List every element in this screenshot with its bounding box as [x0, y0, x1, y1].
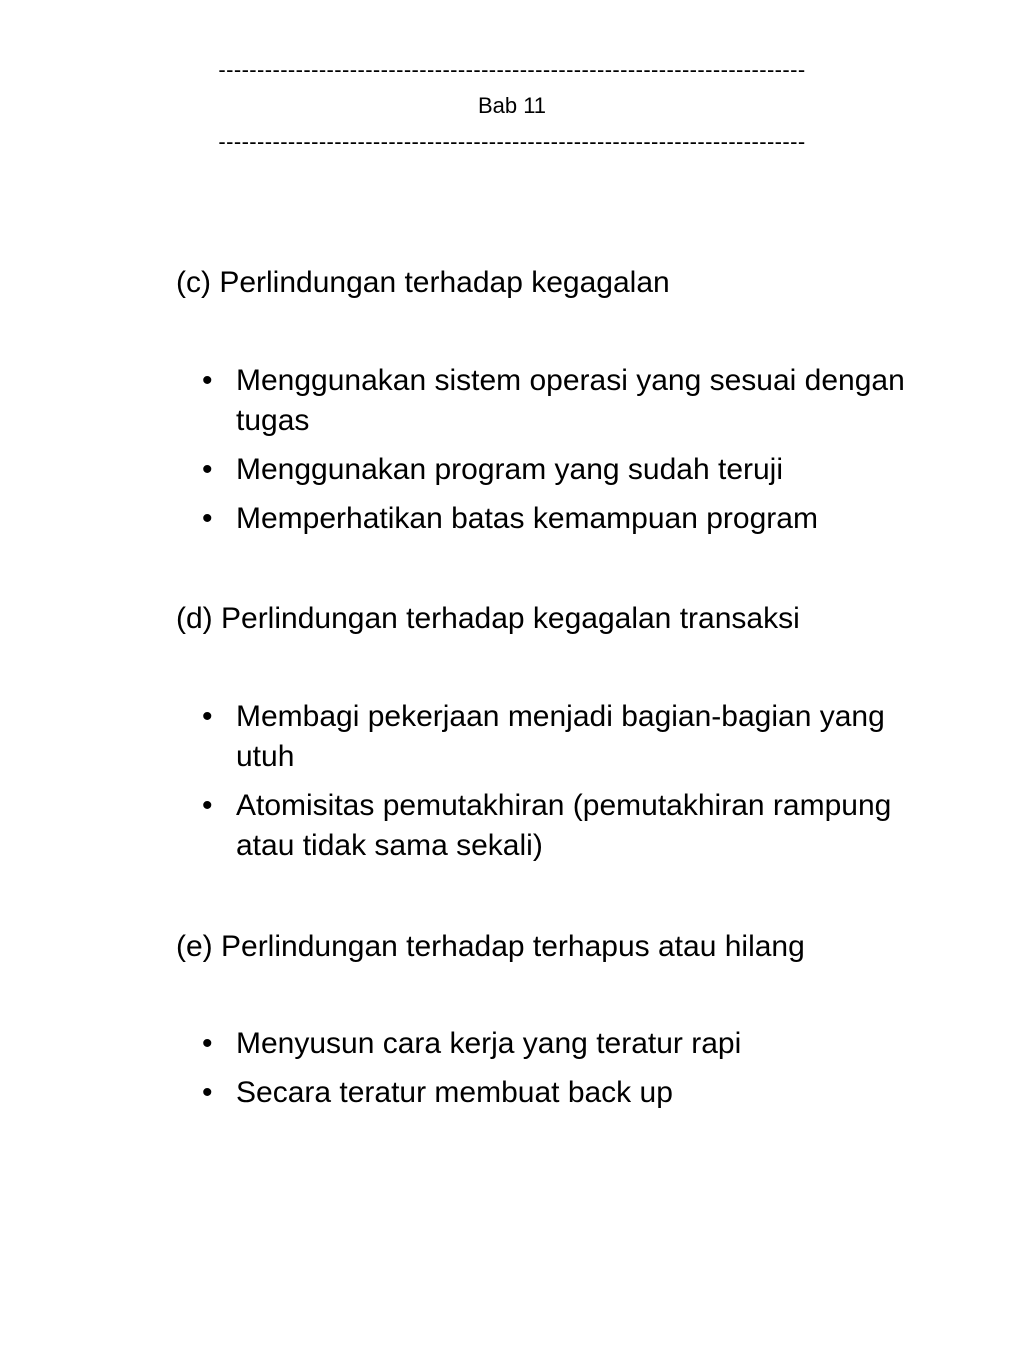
section-heading-d: (d) Perlindungan terhadap kegagalan transaksi — [176, 602, 800, 635]
list-item: • Memperhatikan batas kemampuan program — [176, 499, 916, 539]
bullet-list-e — [176, 1024, 916, 1122]
header-divider-bottom: ---------------------------------------------------------------------------- — [218, 129, 806, 154]
list-item: • Atomisitas pemutakhiran (pemutakhiran rampung atau tidak sama sekali) — [176, 786, 916, 866]
section-heading-c: (c) Perlindungan terhadap kegagalan — [176, 266, 670, 299]
list-item: • Menyusun cara kerja yang teratur rapi — [176, 1024, 916, 1064]
bullet-list-c — [176, 361, 916, 548]
page-header — [0, 52, 1024, 160]
header-divider-top: ---------------------------------------------------------------------------- — [218, 57, 806, 82]
list-item: • Secara teratur membuat back up — [176, 1073, 916, 1113]
list-item: • Menggunakan sistem operasi yang sesuai dengan tugas — [176, 361, 916, 441]
section-heading-e: (e) Perlindungan terhadap terhapus atau hilang — [176, 930, 805, 963]
chapter-title: Bab 11 — [477, 93, 547, 118]
list-item: • Menggunakan program yang sudah teruji — [176, 450, 916, 490]
bullet-list-d — [176, 697, 916, 875]
list-item: • Membagi pekerjaan menjadi bagian-bagian yang utuh — [176, 697, 916, 777]
